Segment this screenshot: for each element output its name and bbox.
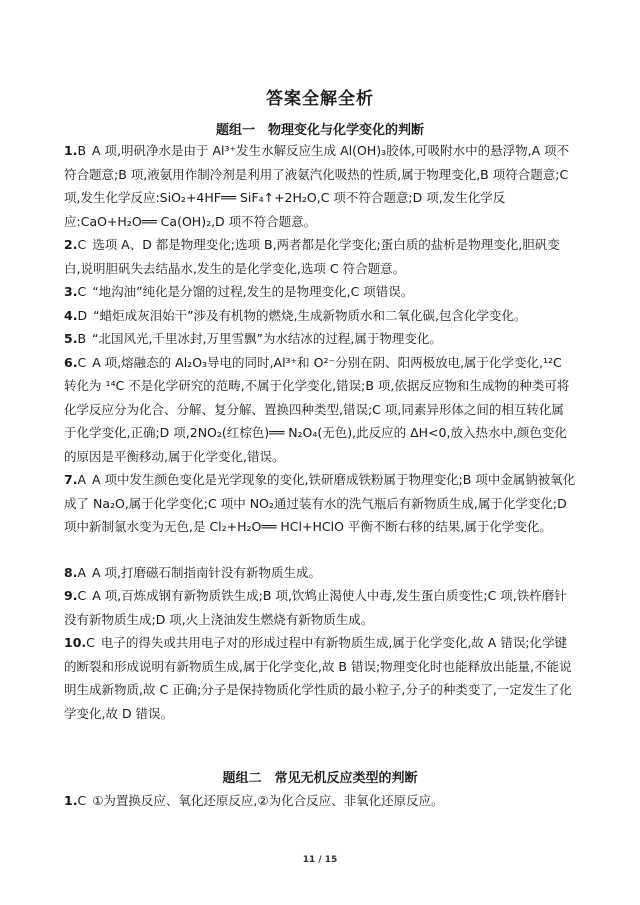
group1-content — [64, 139, 576, 725]
spacer — [64, 539, 576, 561]
answer-item: 8.A A 项,打磨磁石制指南针没有新物质生成。 — [64, 564, 322, 580]
answer-item: 4.D “蜡炬成灰泪始干”涉及有机物的燃烧,生成新物质水和二氧化碳,包含化学变化。 — [64, 307, 527, 323]
group1-title: 题组一 物理变化与化学变化的判断 — [215, 123, 424, 138]
answer-item: 1.B A 项,明矾净水是由于 Al³⁺发生水解反应生成 Al(OH)₃胶体,可吸附水中的悬浮物,A 项不符合题意;B 项,液氨用作制冷剂是利用了液氨汽化吸热的性质,属于物理变化,B 项符合题意;C 项,发生化学反应:SiO₂+4HF══ SiF₄↑+2H₂O,C 项不符合题意;D 项,发生化学反应:CaO+H₂O══ Ca(OH)₂,D 项不符合题意。 — [64, 143, 570, 229]
answer-item: 2.C 选项 A、D 都是物理变化;选项 B,两者都是化学变化;蛋白质的盐析是物理变化,胆矾变白,说明胆矾失去结晶水,发生的是化学变化,选项 C 符合题意。 — [64, 237, 560, 276]
group2-title: 题组二 常见无机反应类型的判断 — [222, 771, 418, 786]
answer-item: 10.C 电子的得失或共用电子对的形成过程中有新物质生成,属于化学变化,故 A 错误;化学键的断裂和形成说明有新物质生成,属于化学变化,故 B 错误;物理变化时也能释放出能量,不能说明生成新物质,故 C 正确;分子是保持物质化学性质的最小粒子,分子的种类变了,一定发生了化学变化,故 D 错误。 — [64, 635, 572, 721]
answer-item: 5.B “北国风光,千里冰封,万里雪飘”为水结冰的过程,属于物理变化。 — [64, 331, 442, 346]
answer-item: 6.C A 项,熔融态的 Al₂O₃导电的同时,Al³⁺和 O²⁻分别在阴、阳两极放电,属于化学变化,¹²C 转化为 ¹⁴C 不是化学研究的范畴,不属于化学变化,错误;B 项,依据反应物和生成物的种类可将化学反应分为化合、分解、复分解、置换四种类型,错误;C 项,同素异形体之间的相互转化属于化学变化,正确;D 项,2NO₂(红棕色)══ N₂O₄(无色),此反应的 ΔH<0,放入热水中,颜色变化的原因是平衡移动,属于化学变化,错误。 — [64, 354, 570, 464]
answer-item: 3.C “地沟油”纯化是分馏的过程,发生的是物理变化,C 项错误。 — [64, 284, 414, 299]
group2-content — [64, 789, 576, 813]
answer-item: 7.A A 项中发生颜色变化是光学现象的变化,铁研磨成铁粉属于物理变化;B 项中金属钠被氧化成了 Na₂O,属于化学变化;C 项中 NO₂通过装有水的洗气瓶后有新物质生成,属于化学变化;D 项中新制氯水变为无色,是 Cl₂+H₂O══ HCl+HClO 平衡不断右移的结果,属于化学变化。 — [64, 472, 576, 534]
page-title: 答案全解全析 — [266, 89, 374, 109]
answer-item: 9.C A 项,百炼成钢有新物质铁生成;B 项,饮鸩止渴使人中毒,发生蛋白质变性;C 项,铁杵磨针没有新物质生成;D 项,火上浇油发生燃烧有新物质生成。 — [64, 588, 567, 627]
page-number: 11 / 15 — [302, 855, 338, 865]
answer-item: 1.C ①为置换反应、氧化还原反应,②为化合反应、非氧化还原反应。 — [64, 793, 444, 808]
